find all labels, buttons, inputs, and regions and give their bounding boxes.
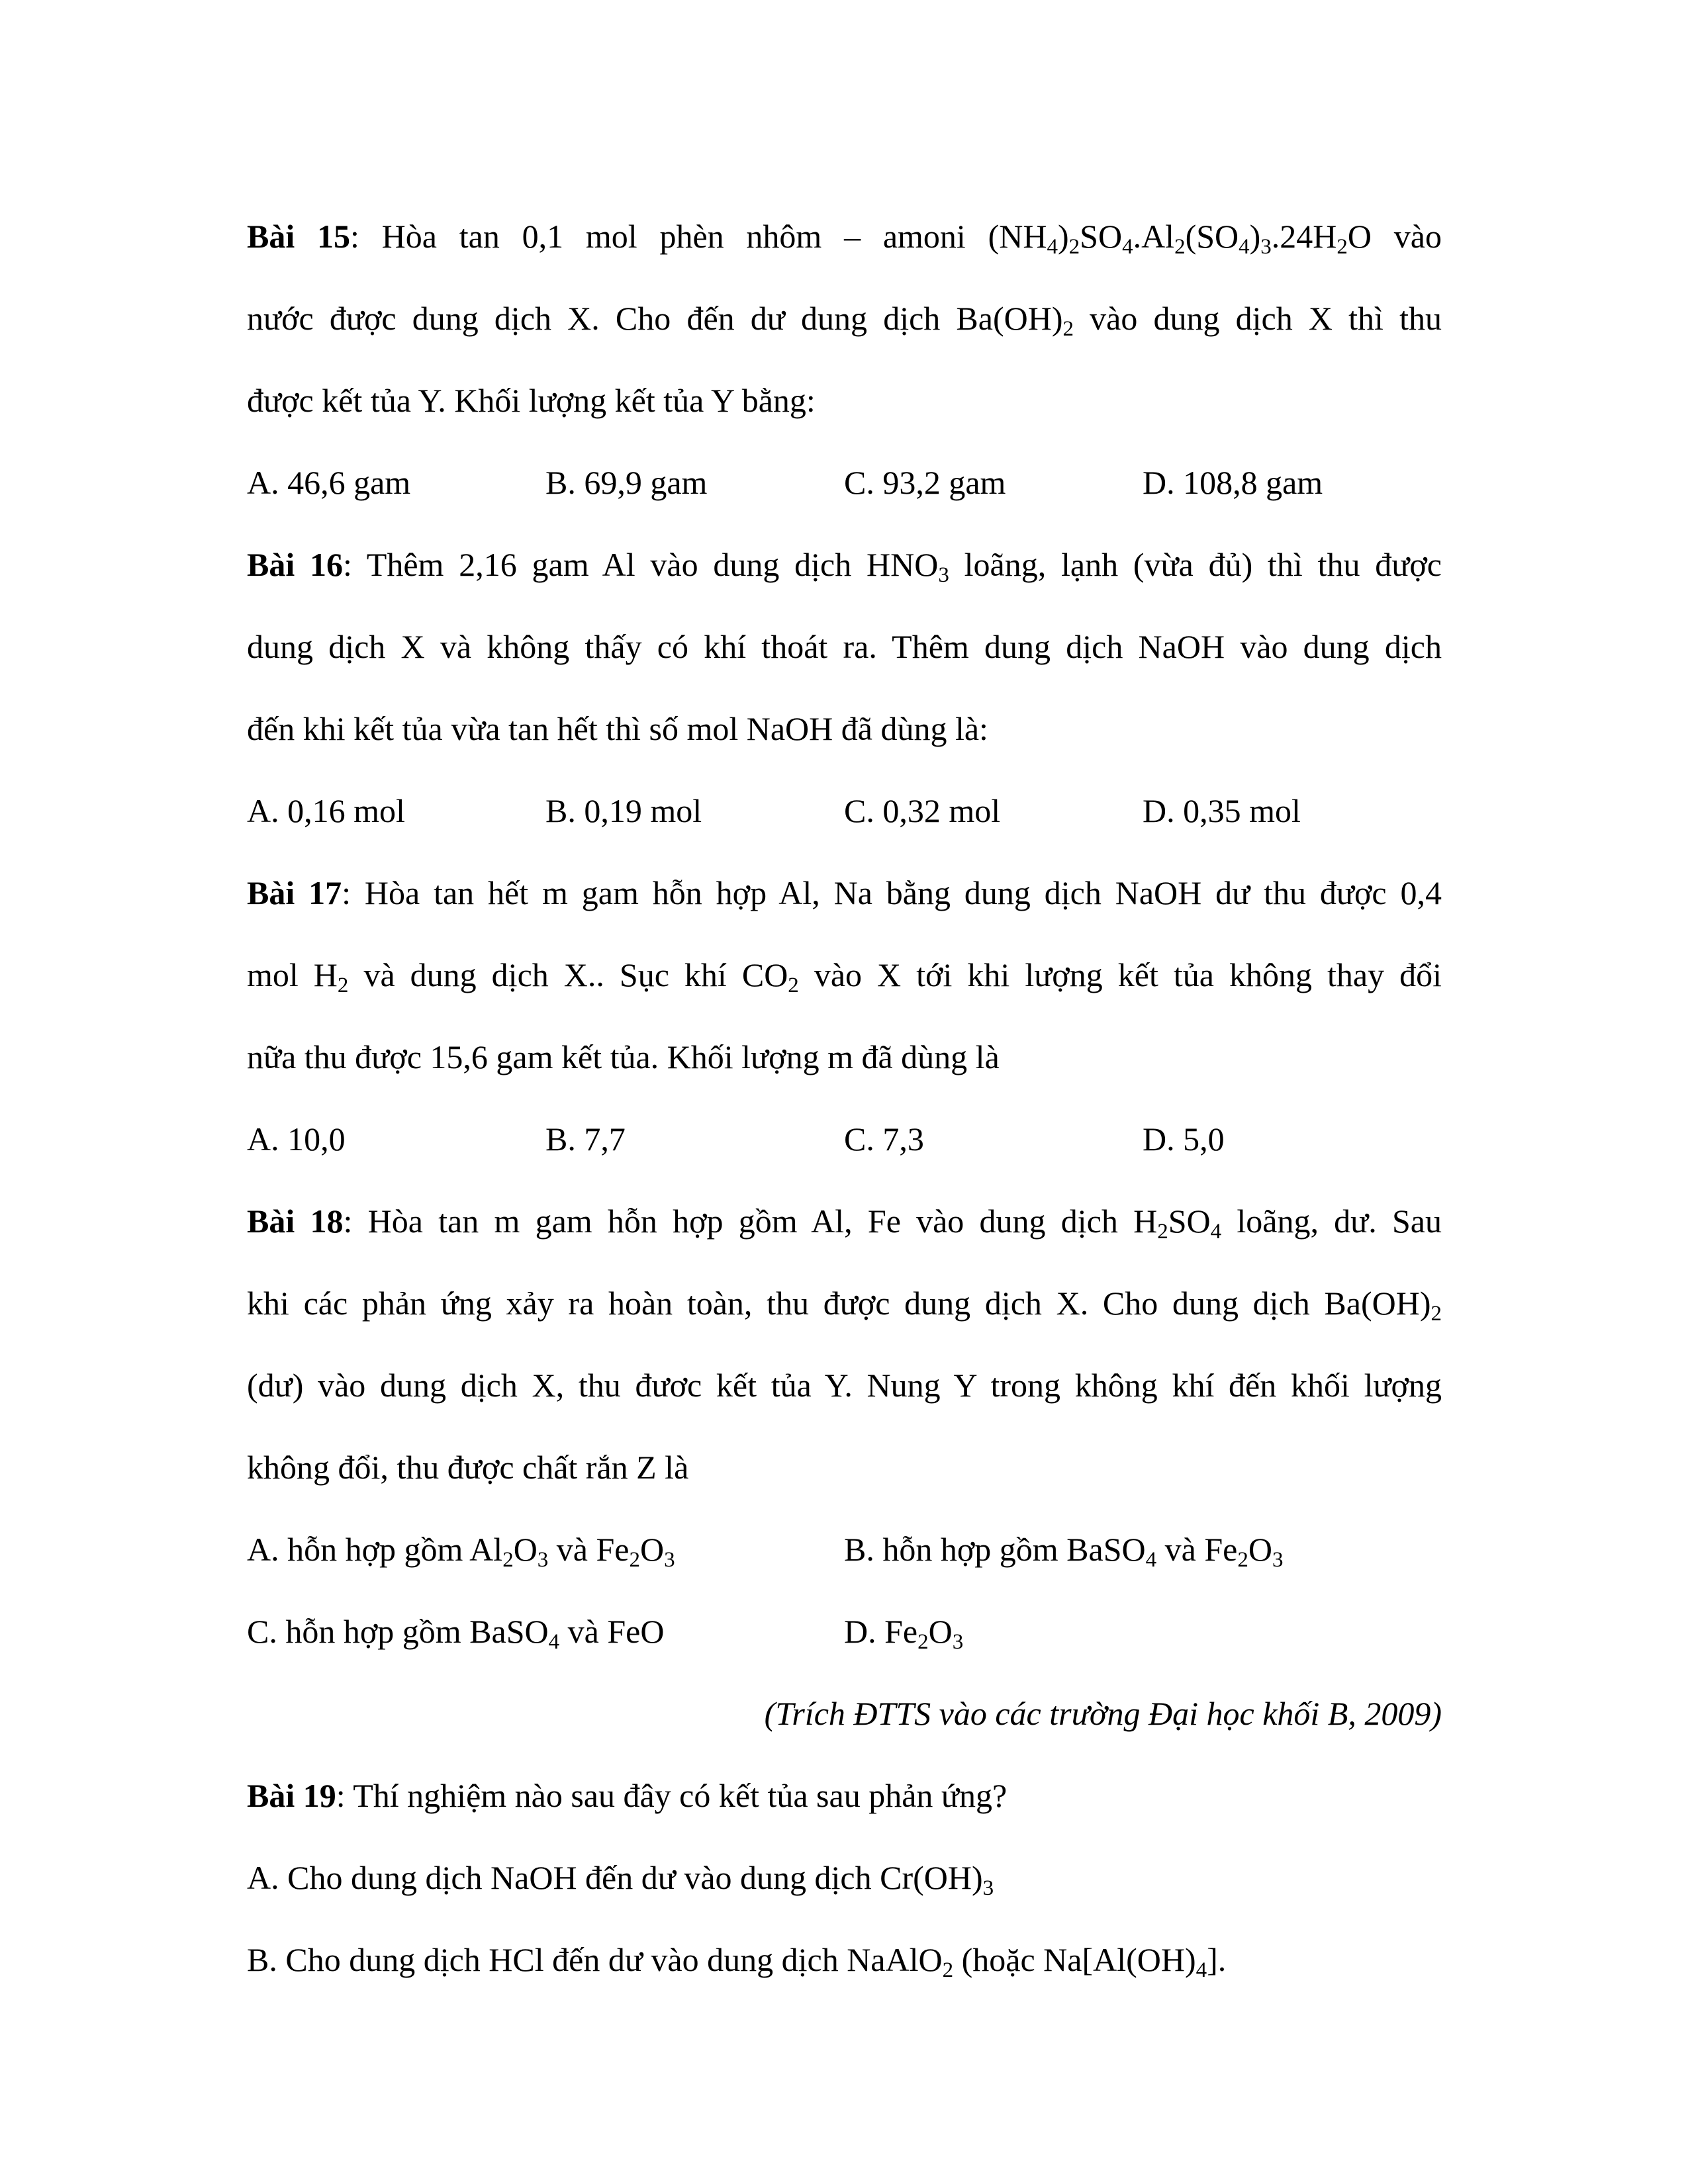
q18-line-2: khi các phản ứng xảy ra hoàn toàn, thu được dung dịch X. Cho dung dịch $Ba(OH)_2$ bbox=[247, 1285, 1442, 1326]
q16-line-3: đến khi kết tủa vừa tan hết thì số mol NaOH đã dùng là: bbox=[247, 710, 988, 747]
q15-option-a[interactable]: A. 46,6 gam bbox=[247, 464, 411, 501]
q15-line-3: được kết tủa Y. Khối lượng kết tủa Y bằng: bbox=[247, 382, 816, 419]
q17-label: Bài 17 bbox=[247, 874, 342, 911]
q15-label: Bài 15 bbox=[247, 218, 351, 255]
q18-option-b[interactable]: B. hỗn hợp gồm BaSO$_4$ và $Fe_2O_3$ bbox=[844, 1531, 1284, 1572]
q18-option-a[interactable]: A. hỗn hợp gồm $Al_2O_3$ và $Fe_2O_3$ bbox=[247, 1531, 675, 1572]
q17-options bbox=[247, 1098, 1442, 1180]
document-page bbox=[247, 195, 1442, 2001]
q18-citation: (Trích ĐTTS vào các trường Đại học khối B, 2009) bbox=[764, 1695, 1442, 1732]
q16-option-a[interactable]: A. 0,16 mol bbox=[247, 792, 405, 829]
q18-label: Bài 18 bbox=[247, 1203, 344, 1240]
q18-option-c[interactable]: C. hỗn hợp gồm BaSO$_4$ và FeO bbox=[247, 1613, 665, 1654]
q15-line-1: Bài 15: Hòa tan 0,1 mol phèn nhôm – amoni $(NH_4)_2SO_4.Al_2(SO_4)_3.24H_2O$ vào bbox=[247, 218, 1442, 259]
q17-option-d[interactable]: D. 5,0 bbox=[1143, 1120, 1225, 1158]
q16-label: Bài 16 bbox=[247, 546, 344, 583]
q17-option-a[interactable]: A. 10,0 bbox=[247, 1120, 346, 1158]
q16-options bbox=[247, 770, 1442, 852]
q16-option-c[interactable]: C. 0,32 mol bbox=[844, 792, 1001, 829]
q17-line-3: nữa thu được 15,6 gam kết tủa. Khối lượng m đã dùng là bbox=[247, 1038, 1000, 1075]
q18-options-row-2 bbox=[247, 1590, 1442, 1672]
q15-option-c[interactable]: C. 93,2 gam bbox=[844, 464, 1006, 501]
q19-option-a[interactable]: A. Cho dung dịch NaOH đến dư vào dung dịch $Cr(OH)_3$ bbox=[247, 1859, 994, 1900]
q18-line-4: không đổi, thu được chất rắn Z là bbox=[247, 1449, 689, 1486]
q18-options-row-1 bbox=[247, 1508, 1442, 1590]
q15-option-d[interactable]: D. 108,8 gam bbox=[1143, 464, 1323, 501]
q15-option-b[interactable]: B. 69,9 gam bbox=[545, 464, 708, 501]
q17-line-2: mol $H_2$ và dung dịch X.. Sục khí $CO_2$ vào X tới khi lượng kết tủa không thay đổi bbox=[247, 956, 1442, 997]
q15-line-2: nước được dung dịch X. Cho đến dư dung dịch $Ba(OH)_2$ vào dung dịch X thì thu bbox=[247, 300, 1442, 341]
q18-line-1: Bài 18: Hòa tan m gam hỗn hợp gồm Al, Fe vào dung dịch $H_2SO_4$ loãng, dư. Sau bbox=[247, 1203, 1442, 1244]
q18-line-3: (dư) vào dung dịch X, thu đươc kết tủa Y. Nung Y trong không khí đến khối lượng bbox=[247, 1367, 1442, 1404]
q17-option-b[interactable]: B. 7,7 bbox=[545, 1120, 626, 1158]
q17-option-c[interactable]: C. 7,3 bbox=[844, 1120, 924, 1158]
q16-option-d[interactable]: D. 0,35 mol bbox=[1143, 792, 1301, 829]
q16-line-1: Bài 16: Thêm 2,16 gam Al vào dung dịch $HNO_3$ loãng, lạnh (vừa đủ) thì thu được bbox=[247, 546, 1442, 587]
q17-line-1: Bài 17: Hòa tan hết m gam hỗn hợp Al, Na bằng dung dịch NaOH dư thu được 0,4 bbox=[247, 874, 1442, 911]
q18-option-d[interactable]: D. $Fe_2O_3$ bbox=[844, 1613, 964, 1654]
q16-line-2: dung dịch X và không thấy có khí thoát ra. Thêm dung dịch NaOH vào dung dịch bbox=[247, 628, 1442, 665]
q19-option-b[interactable]: B. Cho dung dịch HCl đến dư vào dung dịch NaAlO$_2$ (hoặc $Na[Al(OH)_4]$. bbox=[247, 1941, 1227, 1982]
q16-option-b[interactable]: B. 0,19 mol bbox=[545, 792, 702, 829]
q19-label: Bài 19 bbox=[247, 1777, 336, 1814]
q19-line-1: Bài 19: Thí nghiệm nào sau đây có kết tủa sau phản ứng? bbox=[247, 1777, 1008, 1814]
q15-options bbox=[247, 441, 1442, 523]
